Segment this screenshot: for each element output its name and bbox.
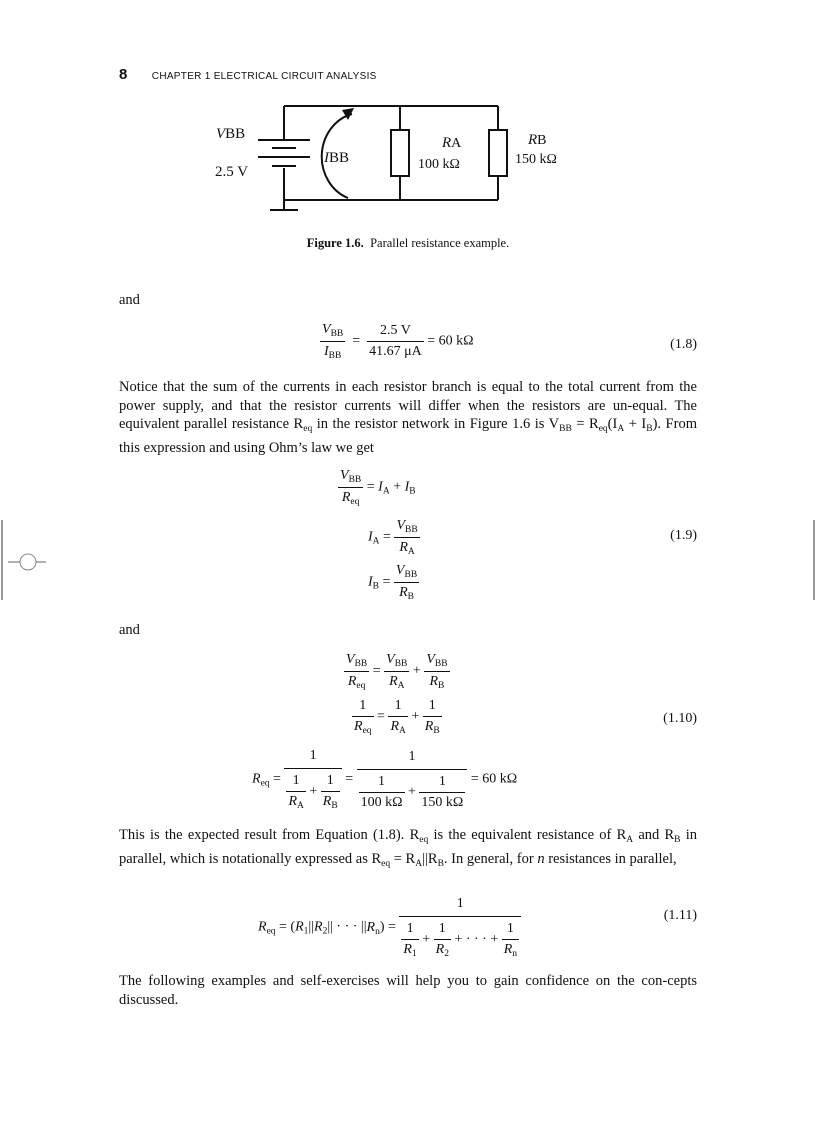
equation-1-9-line-1: $\frac{V_{BB}}{R_{eq}}$ = $I_A + I_B$ bbox=[340, 468, 416, 507]
eq-number-1-8: (1.8) bbox=[670, 337, 697, 352]
vbb-label: VBB bbox=[216, 126, 246, 142]
equation-1-9-line-2: $I_A$ = $\frac{V_{BB}}{R_A}$ bbox=[368, 518, 418, 557]
rb-value-page: 150 kΩ bbox=[515, 152, 557, 167]
ibb-label: IBB bbox=[324, 150, 350, 166]
equation-1-10-line-3: $R_{eq}$ = 1 $\frac{1}{R_A}$ + $\frac{1}{R_B}$ = 1 $\frac{1}{100 k\Omega}$ + $\frac{1}{150 k\Omega}$ = 60 kΩ bbox=[252, 748, 518, 811]
ra-value: 100 kΩ bbox=[418, 157, 460, 172]
paragraph-2: This is the expected result from Equation (1.8). $R_{eq}$ is the equivalent resistance of $R_A$ and $R_B$ in parallel, which is notationally expressed as $R_{eq} = R_A||R_B$. In general, for n resistances in parallel, bbox=[119, 827, 698, 869]
page-number: 8 bbox=[119, 66, 128, 83]
crop-mark-left bbox=[0, 520, 50, 600]
eq-number-1-9: (1.9) bbox=[670, 528, 697, 543]
crop-mark-right bbox=[810, 520, 816, 600]
and-text-1: and bbox=[119, 292, 140, 308]
resistor-ra bbox=[391, 130, 409, 176]
chapter-title: CHAPTER 1 ELECTRICAL CIRCUIT ANALYSIS bbox=[151, 71, 377, 82]
eq-number-1-10: (1.10) bbox=[663, 711, 697, 726]
equation-1-11: $R_{eq} = (R_1||R_2||$ · · · $||R_n$) = 1 $\frac{1}{R_1}$ + $\frac{1}{R_2}$ + · · · + $\frac{1}{R_n}$ bbox=[258, 896, 521, 959]
page-header bbox=[119, 66, 377, 84]
circuit-diagram bbox=[208, 100, 518, 220]
eq-number-1-11: (1.11) bbox=[663, 908, 697, 923]
resistor-rb bbox=[489, 130, 507, 176]
equation-1-10-line-1: $\frac{V_{BB}}{R_{eq}}$ = $\frac{V_{BB}}{R_A}$ + $\frac{V_{BB}}{R_B}$ bbox=[346, 652, 448, 691]
and-text-2: and bbox=[119, 622, 140, 638]
ra-label: RA bbox=[442, 135, 462, 151]
equation-1-9-line-3: $I_B$ = $\frac{V_{BB}}{R_B}$ bbox=[368, 563, 418, 602]
figure-caption: Figure 1.6. Parallel resistance example. bbox=[306, 236, 510, 250]
paragraph-1: Notice that the sum of the currents in each resistor branch is equal to the total current from the power supply, and that the resistor currents will differ when the resistors are un-equal. The equivalent parallel resistance $R_{eq}$ in the resistor network in Figure 1.6 is $V_{BB} = R_{eq}(I_A + I_B)$. From this expression and using Ohm’s law we get bbox=[119, 379, 697, 456]
paragraph-3: The following examples and self-exercises will help you to gain confidence on the con-cepts discussed. bbox=[119, 973, 697, 1008]
equation-1-8: $\frac{V_{BB}}{I_{BB}}$ = $\frac{2.5 V}{41.67 \mu A}$ = 60 kΩ bbox=[322, 322, 474, 361]
rb-label-page: RB bbox=[528, 132, 547, 148]
equation-1-10-line-2: $\frac{1}{R_{eq}}$ = $\frac{1}{R_A}$ + $\frac{1}{R_B}$ bbox=[354, 698, 440, 736]
vbb-value: 2.5 V bbox=[215, 164, 249, 180]
